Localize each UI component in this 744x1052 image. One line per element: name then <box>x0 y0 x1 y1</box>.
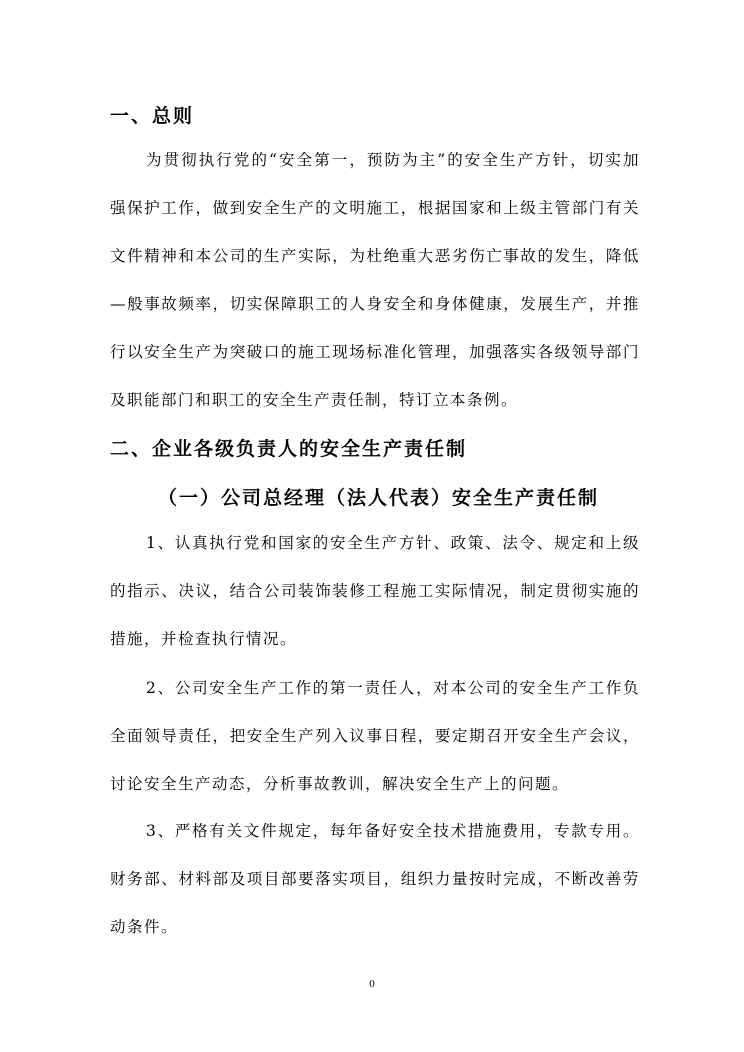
general-paragraph: 为贯彻执行党的“安全第一，预防为主”的安全生产方针，切实加强保护工作，做到安全生产的文明施工，根据国家和上级主管部门有关文件精神和本公司的生产实际，为杜绝重大恶劣伤亡事故的发生，降低—般事故频率，切实保障职工的人身安全和身体健康，发展生产，并推行以安全生产为突破口的施工现场标准化管理，加强落实各级领导部门及职能部门和职工的安全生产责任制，特订立本条例。 <box>110 151 640 409</box>
section-heading-general: 一、总则 <box>110 105 195 127</box>
responsibility-item-1: 1、认真执行党和国家的安全生产方针、政策、法令、规定和上级的指示、决议，结合公司装饰装修工程施工实际情况，制定贯彻实施的措施，并检查执行情况。 <box>110 534 640 648</box>
section-heading-responsibility: 二、企业各级负责人的安全生产责任制 <box>110 438 468 460</box>
responsibility-item-2: 2、公司安全生产工作的第一责任人，对本公司的安全生产工作负全面领导责任，把安全生产列入议事日程，要定期召开安全生产会议，讨论安全生产动态，分析事故教训，解决安全生产上的问题。 <box>110 679 640 793</box>
subsection-heading-general-manager: （一）公司总经理（法人代表）安全生产责任制 <box>158 487 600 509</box>
responsibility-item-3: 3、严格有关文件规定，每年备好安全技术措施费用，专款专用。财务部、材料部及项目部要落实项目，组织力量按时完成，不断改善劳动条件。 <box>110 822 640 936</box>
page-number: 0 <box>369 978 375 990</box>
